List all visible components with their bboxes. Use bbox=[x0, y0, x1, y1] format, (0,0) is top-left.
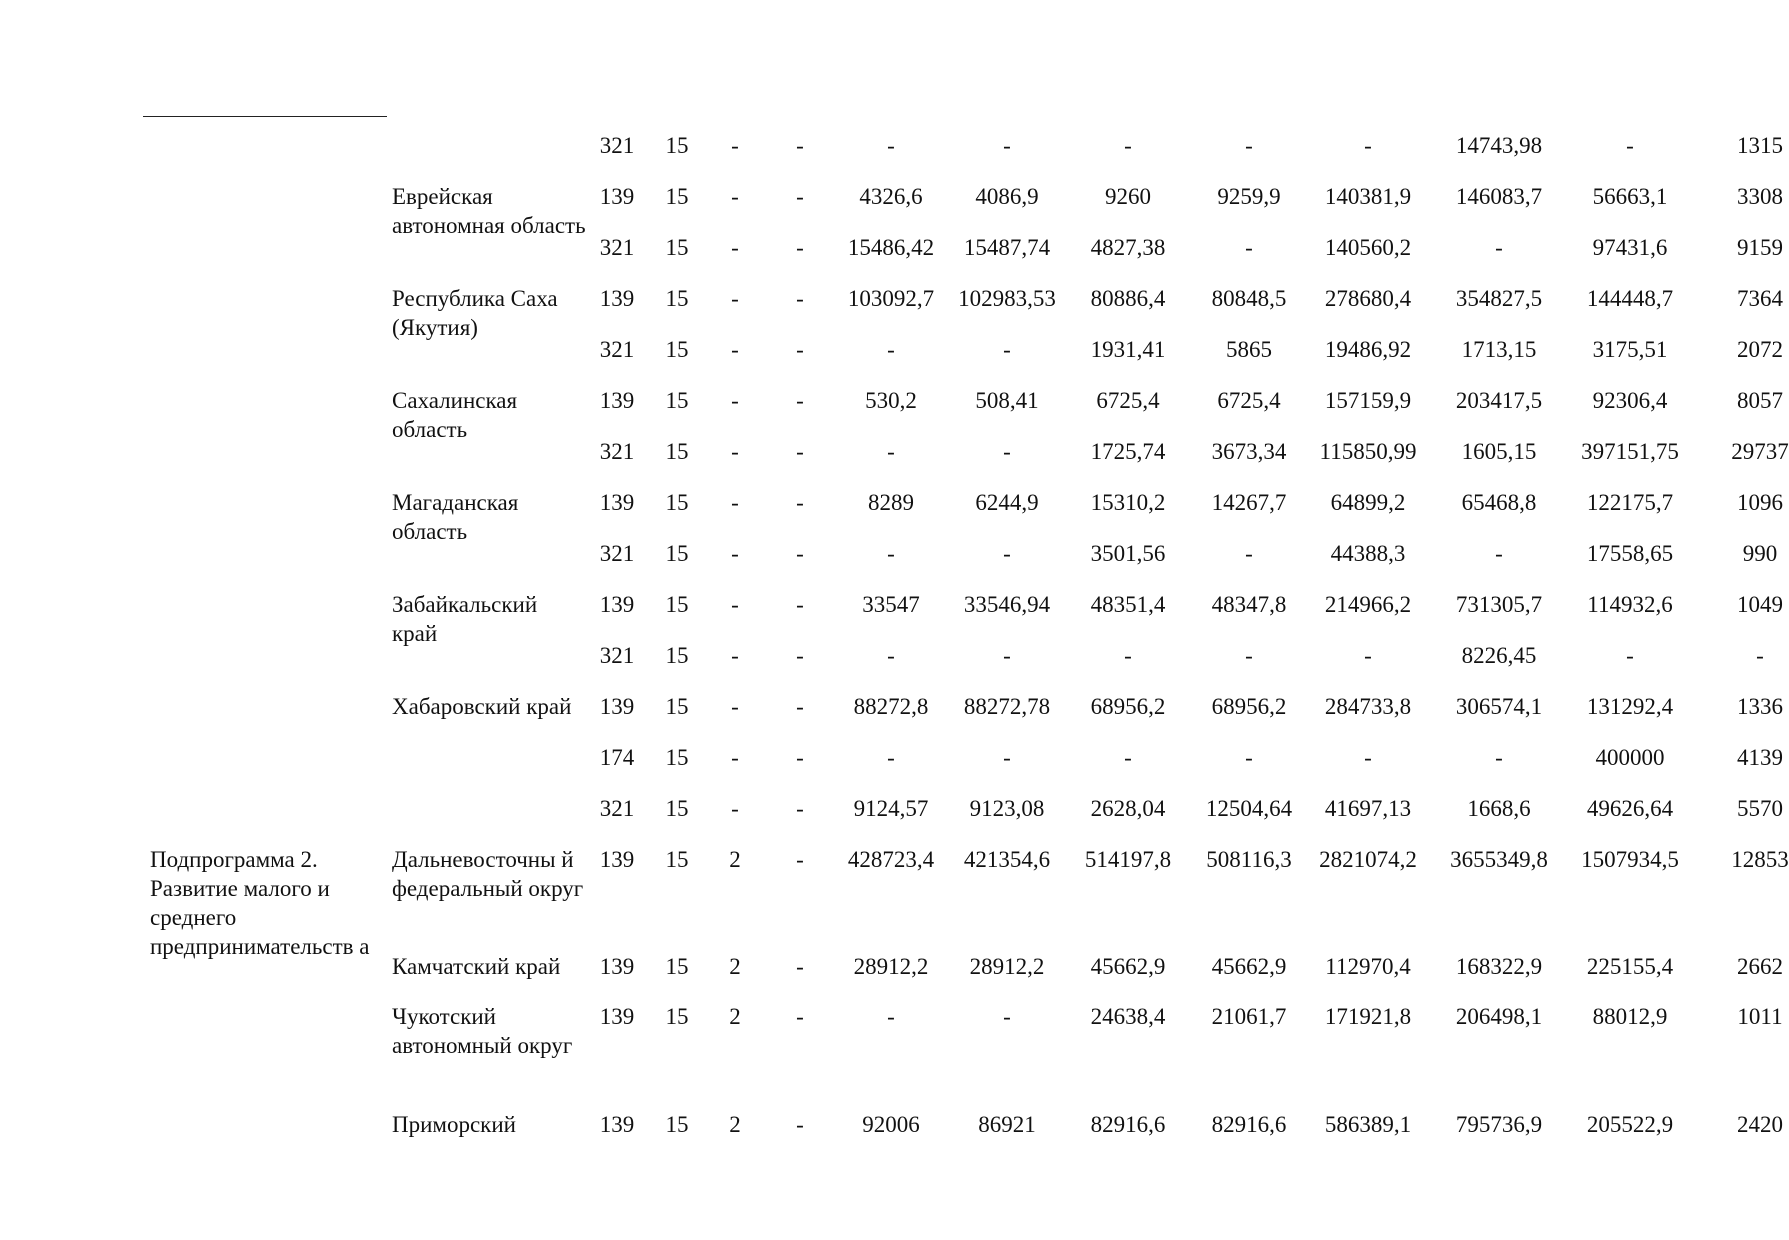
table-cell: 140560,2 bbox=[1324, 235, 1412, 260]
table-cell: 9123,08 bbox=[969, 796, 1045, 821]
table-cell: 114932,6 bbox=[1587, 592, 1673, 617]
table-cell: 15 bbox=[665, 286, 689, 311]
table-cell: - bbox=[1626, 133, 1634, 158]
table-cell: 15 bbox=[665, 490, 689, 515]
table-cell: - bbox=[887, 439, 895, 464]
table-cell: 92306,4 bbox=[1592, 388, 1668, 413]
table-cell: 28912,2 bbox=[969, 954, 1045, 979]
table-cell: 21061,7 bbox=[1211, 1004, 1287, 1029]
table-cell: 171921,8 bbox=[1324, 1004, 1412, 1029]
table-cell: - bbox=[796, 1112, 804, 1137]
table-cell: 15 bbox=[665, 592, 689, 617]
table-cell: 5865 bbox=[1226, 337, 1272, 362]
table-cell: 3655349,8 bbox=[1450, 847, 1548, 872]
table-cell: 15 bbox=[665, 1112, 689, 1137]
table-cell: - bbox=[731, 745, 739, 770]
table-cell: 44388,3 bbox=[1330, 541, 1406, 566]
table-cell: 795736,9 bbox=[1455, 1112, 1543, 1137]
table-cell: - bbox=[1495, 745, 1503, 770]
table-cell: 4326,6 bbox=[859, 184, 923, 209]
table-cell: - bbox=[796, 286, 804, 311]
table-cell: - bbox=[796, 490, 804, 515]
table-cell: 64899,2 bbox=[1330, 490, 1406, 515]
table-cell: 15 bbox=[665, 133, 689, 158]
table-cell: - bbox=[796, 439, 804, 464]
table-cell: - bbox=[1124, 643, 1132, 668]
table-cell: 397151,75 bbox=[1581, 439, 1679, 464]
table-cell: 139 bbox=[599, 184, 635, 209]
table-cell: 1096 bbox=[1737, 490, 1783, 515]
region-name: Республика Саха (Якутия) bbox=[392, 286, 558, 340]
table-cell: - bbox=[1003, 133, 1011, 158]
table-cell: - bbox=[887, 1004, 895, 1029]
table-cell: - bbox=[1003, 439, 1011, 464]
table-cell: 122175,7 bbox=[1586, 490, 1674, 515]
table-cell: - bbox=[1003, 643, 1011, 668]
table-cell: 48351,4 bbox=[1090, 592, 1166, 617]
table-cell: 321 bbox=[599, 439, 635, 464]
table-cell: - bbox=[731, 541, 739, 566]
table-cell: - bbox=[731, 388, 739, 413]
table-cell: 41697,13 bbox=[1324, 796, 1412, 821]
table-cell: 321 bbox=[599, 337, 635, 362]
table-cell: - bbox=[1003, 1004, 1011, 1029]
table-cell: 15 bbox=[665, 796, 689, 821]
table-cell: 321 bbox=[599, 796, 635, 821]
table-cell: 146083,7 bbox=[1455, 184, 1543, 209]
table-cell: 15 bbox=[665, 745, 689, 770]
table-cell: - bbox=[731, 592, 739, 617]
table-cell: - bbox=[1364, 745, 1372, 770]
table-cell: - bbox=[731, 439, 739, 464]
table-cell: 68956,2 bbox=[1211, 694, 1287, 719]
table-cell: 530,2 bbox=[865, 388, 917, 413]
table-cell: 1605,15 bbox=[1461, 439, 1537, 464]
table-cell: - bbox=[1003, 337, 1011, 362]
table-cell: 206498,1 bbox=[1455, 1004, 1543, 1029]
table-cell: 139 bbox=[599, 592, 635, 617]
table-cell: 97431,6 bbox=[1592, 235, 1668, 260]
table-cell: 2 bbox=[729, 847, 741, 872]
table-cell: - bbox=[731, 337, 739, 362]
table-cell: 2 bbox=[729, 1112, 741, 1137]
table-cell: 1315 bbox=[1737, 133, 1783, 158]
table-cell: 8226,45 bbox=[1461, 643, 1537, 668]
table-cell: 65468,8 bbox=[1461, 490, 1537, 515]
table-cell: 157159,9 bbox=[1324, 388, 1412, 413]
table-cell: 421354,6 bbox=[963, 847, 1051, 872]
table-cell: 278680,4 bbox=[1324, 286, 1412, 311]
table-cell: 86921 bbox=[978, 1112, 1036, 1137]
table-cell: 1931,41 bbox=[1090, 337, 1166, 362]
table-cell: 9259,9 bbox=[1217, 184, 1281, 209]
table-cell: 8057 bbox=[1737, 388, 1783, 413]
table-cell: 48347,8 bbox=[1211, 592, 1287, 617]
table-cell: 139 bbox=[599, 286, 635, 311]
table-cell: 1507934,5 bbox=[1581, 847, 1679, 872]
table-cell: 92006 bbox=[862, 1112, 920, 1137]
table-cell: - bbox=[1495, 235, 1503, 260]
table-cell: 15 bbox=[665, 388, 689, 413]
table-cell: - bbox=[1124, 745, 1132, 770]
table-cell: - bbox=[796, 541, 804, 566]
table-cell: - bbox=[796, 954, 804, 979]
table-cell: 139 bbox=[599, 847, 635, 872]
table-cell: 9159 bbox=[1737, 235, 1783, 260]
region-name: Чукотский автономный округ bbox=[392, 1004, 573, 1058]
table-cell: - bbox=[796, 592, 804, 617]
table-cell: - bbox=[1003, 745, 1011, 770]
table-cell: - bbox=[731, 286, 739, 311]
subprogram-label: Подпрограмма 2. Развитие малого и среднего предпринимательств а bbox=[150, 847, 370, 959]
table-cell: 4086,9 bbox=[975, 184, 1039, 209]
table-cell: - bbox=[796, 388, 804, 413]
table-cell: 88012,9 bbox=[1592, 1004, 1668, 1029]
table-cell: 2 bbox=[729, 1004, 741, 1029]
table-cell: 990 bbox=[1742, 541, 1778, 566]
table-cell: 3673,34 bbox=[1211, 439, 1287, 464]
table-cell: 7364 bbox=[1737, 286, 1783, 311]
table-cell: - bbox=[731, 643, 739, 668]
table-cell: 2072 bbox=[1737, 337, 1783, 362]
table-cell: 29737 bbox=[1731, 439, 1789, 464]
table-cell: 321 bbox=[599, 235, 635, 260]
table-cell: 3501,56 bbox=[1090, 541, 1166, 566]
table-cell: 80886,4 bbox=[1090, 286, 1166, 311]
table-cell: 88272,8 bbox=[853, 694, 929, 719]
table-cell: 9260 bbox=[1105, 184, 1151, 209]
table-cell: 82916,6 bbox=[1211, 1112, 1287, 1137]
table-cell: - bbox=[1756, 643, 1764, 668]
region-name: Сахалинская область bbox=[392, 388, 518, 442]
table-cell: 1011 bbox=[1737, 1004, 1783, 1029]
table-cell: 514197,8 bbox=[1084, 847, 1172, 872]
table-cell: 1725,74 bbox=[1090, 439, 1166, 464]
table-cell: - bbox=[731, 133, 739, 158]
table-cell: 24638,4 bbox=[1090, 1004, 1166, 1029]
table-cell: 68956,2 bbox=[1090, 694, 1166, 719]
table-cell: - bbox=[796, 745, 804, 770]
table-cell: 15486,42 bbox=[847, 235, 935, 260]
table-cell: 428723,4 bbox=[847, 847, 935, 872]
table-cell: 112970,4 bbox=[1325, 954, 1411, 979]
table-cell: 3175,51 bbox=[1592, 337, 1668, 362]
table-cell: 1668,6 bbox=[1467, 796, 1531, 821]
region-name: Дальневосточны й федеральный округ bbox=[392, 847, 584, 901]
table-cell: - bbox=[1364, 643, 1372, 668]
table-cell: - bbox=[796, 133, 804, 158]
table-cell: 15 bbox=[665, 643, 689, 668]
table-cell: 306574,1 bbox=[1455, 694, 1543, 719]
table-cell: 214966,2 bbox=[1324, 592, 1412, 617]
table-cell: 6244,9 bbox=[975, 490, 1039, 515]
table-cell: - bbox=[796, 1004, 804, 1029]
table-cell: 3308 bbox=[1737, 184, 1783, 209]
table-cell: 15 bbox=[665, 184, 689, 209]
table-cell: 15 bbox=[665, 235, 689, 260]
region-name: Приморский bbox=[392, 1112, 516, 1137]
table-cell: 139 bbox=[599, 1004, 635, 1029]
table-cell: 1713,15 bbox=[1461, 337, 1537, 362]
table-cell: 12853 bbox=[1731, 847, 1789, 872]
table-cell: 203417,5 bbox=[1455, 388, 1543, 413]
table-cell: - bbox=[796, 694, 804, 719]
table-cell: 8289 bbox=[868, 490, 914, 515]
table-cell: 103092,7 bbox=[847, 286, 935, 311]
region-name: Хабаровский край bbox=[392, 694, 572, 719]
table-cell: - bbox=[1245, 235, 1253, 260]
table-cell: 2821074,2 bbox=[1319, 847, 1417, 872]
table-cell: - bbox=[887, 541, 895, 566]
table-cell: 4139 bbox=[1737, 745, 1783, 770]
table-cell: 139 bbox=[599, 954, 635, 979]
table-cell: 586389,1 bbox=[1324, 1112, 1412, 1137]
table-cell: - bbox=[1364, 133, 1372, 158]
table-cell: 400000 bbox=[1595, 745, 1665, 770]
table-cell: - bbox=[887, 745, 895, 770]
table-cell: 15 bbox=[665, 1004, 689, 1029]
table-cell: 2420 bbox=[1737, 1112, 1783, 1137]
table-cell: 168322,9 bbox=[1455, 954, 1543, 979]
table-cell: 225155,4 bbox=[1586, 954, 1674, 979]
table-cell: 80848,5 bbox=[1211, 286, 1287, 311]
table-cell: 508116,3 bbox=[1206, 847, 1292, 872]
table-cell: - bbox=[1495, 541, 1503, 566]
table-cell: 139 bbox=[599, 388, 635, 413]
table-cell: 9124,57 bbox=[853, 796, 929, 821]
table-cell: 19486,92 bbox=[1324, 337, 1412, 362]
table-cell: - bbox=[1003, 541, 1011, 566]
table-cell: 6725,4 bbox=[1096, 388, 1160, 413]
table-cell: - bbox=[796, 235, 804, 260]
table-cell: 45662,9 bbox=[1211, 954, 1287, 979]
table-cell: - bbox=[796, 643, 804, 668]
table-cell: 14267,7 bbox=[1211, 490, 1287, 515]
table-cell: - bbox=[731, 184, 739, 209]
table-cell: - bbox=[731, 796, 739, 821]
table-cell: 140381,9 bbox=[1324, 184, 1412, 209]
table-cell: 15 bbox=[665, 439, 689, 464]
table-cell: 174 bbox=[599, 745, 635, 770]
table-cell: 139 bbox=[599, 490, 635, 515]
table-cell: 284733,8 bbox=[1324, 694, 1412, 719]
table-cell: 354827,5 bbox=[1455, 286, 1543, 311]
region-name: Камчатский край bbox=[392, 954, 561, 979]
table-cell: 139 bbox=[599, 694, 635, 719]
table-cell: 321 bbox=[599, 643, 635, 668]
table-cell: 88272,78 bbox=[963, 694, 1051, 719]
region-name: Забайкальский край bbox=[392, 592, 538, 646]
table-cell: 33546,94 bbox=[963, 592, 1051, 617]
table-cell: 15487,74 bbox=[963, 235, 1051, 260]
table-cell: 321 bbox=[599, 133, 635, 158]
table-cell: - bbox=[1245, 643, 1253, 668]
table-cell: 6725,4 bbox=[1217, 388, 1281, 413]
table-cell: 82916,6 bbox=[1090, 1112, 1166, 1137]
table-cell: 15 bbox=[665, 694, 689, 719]
table-cell: 15 bbox=[665, 337, 689, 362]
table-cell: - bbox=[887, 133, 895, 158]
table-cell: 33547 bbox=[862, 592, 920, 617]
table-cell: 28912,2 bbox=[853, 954, 929, 979]
table-cell: 1049 bbox=[1737, 592, 1783, 617]
region-name: Еврейская автономная область bbox=[392, 184, 586, 238]
table-cell: 14743,98 bbox=[1455, 133, 1543, 158]
table-cell: - bbox=[887, 643, 895, 668]
table-cell: 45662,9 bbox=[1090, 954, 1166, 979]
table-cell: 15310,2 bbox=[1090, 490, 1166, 515]
table-cell: 56663,1 bbox=[1592, 184, 1668, 209]
footnote-separator-line bbox=[143, 116, 387, 117]
table-cell: - bbox=[887, 337, 895, 362]
table-cell: 2662 bbox=[1737, 954, 1783, 979]
table-cell: - bbox=[796, 337, 804, 362]
table-cell: - bbox=[731, 235, 739, 260]
table-cell: 144448,7 bbox=[1586, 286, 1674, 311]
table-cell: - bbox=[1245, 133, 1253, 158]
table-cell: 15 bbox=[665, 541, 689, 566]
table-cell: 731305,7 bbox=[1455, 592, 1543, 617]
table-cell: - bbox=[1626, 643, 1634, 668]
table-cell: - bbox=[731, 694, 739, 719]
table-cell: 205522,9 bbox=[1586, 1112, 1674, 1137]
table-cell: - bbox=[731, 490, 739, 515]
table-cell: 131292,4 bbox=[1586, 694, 1674, 719]
region-name: Магаданская область bbox=[392, 490, 519, 544]
table-cell: 1336 bbox=[1737, 694, 1783, 719]
table-cell: 115850,99 bbox=[1319, 439, 1417, 464]
table-cell: - bbox=[796, 847, 804, 872]
table-cell: 15 bbox=[665, 847, 689, 872]
table-cell: 508,41 bbox=[975, 388, 1039, 413]
table-cell: 4827,38 bbox=[1090, 235, 1166, 260]
table-cell: 17558,65 bbox=[1586, 541, 1674, 566]
table-cell: - bbox=[796, 184, 804, 209]
table-cell: - bbox=[796, 796, 804, 821]
table-cell: 2628,04 bbox=[1090, 796, 1166, 821]
table-cell: 15 bbox=[665, 954, 689, 979]
table-cell: 321 bbox=[599, 541, 635, 566]
table-cell: 5570 bbox=[1737, 796, 1783, 821]
table-cell: - bbox=[1245, 745, 1253, 770]
table-cell: 139 bbox=[599, 1112, 635, 1137]
table-cell: 12504,64 bbox=[1205, 796, 1293, 821]
table-cell: - bbox=[1245, 541, 1253, 566]
table-cell: 49626,64 bbox=[1586, 796, 1674, 821]
table-cell: - bbox=[1124, 133, 1132, 158]
table-cell: 102983,53 bbox=[958, 286, 1056, 311]
table-cell: 2 bbox=[729, 954, 741, 979]
